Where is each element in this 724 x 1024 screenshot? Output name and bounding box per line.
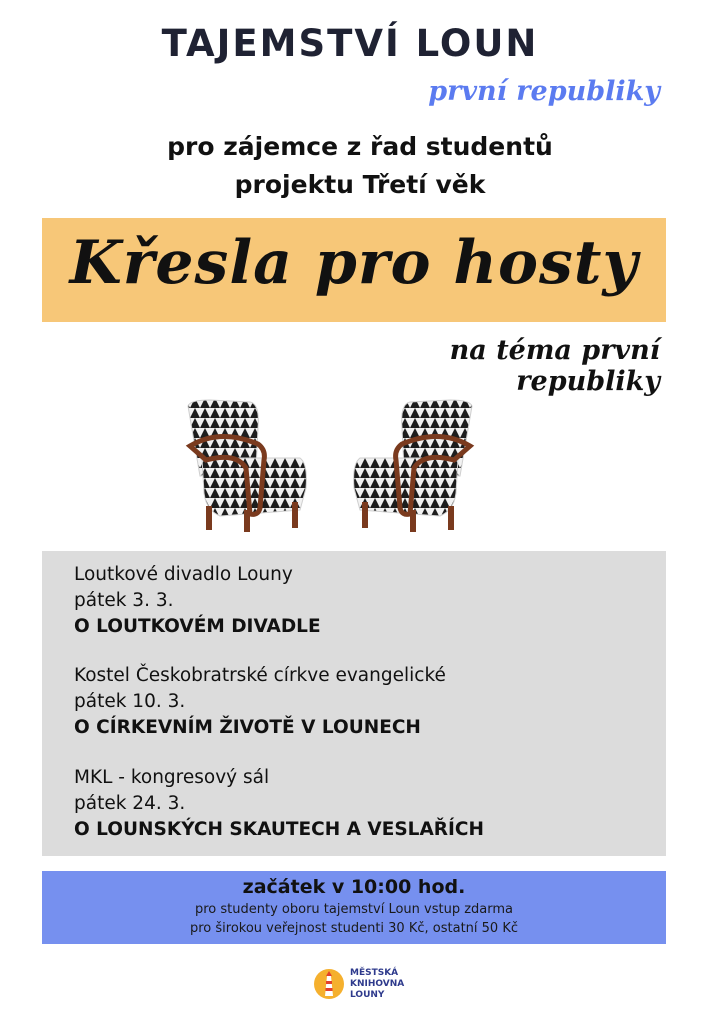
event-place: Kostel Českobratrské církve evangelické [74, 665, 446, 686]
poster-subtitle: první republiky [428, 76, 660, 107]
event-date: pátek 24. 3. [74, 793, 186, 814]
event-subject: O LOUTKOVÉM DIVADLE [74, 616, 321, 637]
event-date: pátek 3. 3. [74, 590, 174, 611]
armchair-left [188, 400, 306, 532]
event-item [74, 765, 654, 843]
library-name-line-2: KNIHOVNA [350, 979, 405, 989]
event-date: pátek 10. 3. [74, 691, 186, 712]
admission-note-1: pro studenty oboru tajemství Loun vstup zdarma [195, 902, 513, 917]
topic-text: na téma první republiky [449, 335, 660, 397]
audience-line-2: projektu Třetí věk [234, 170, 486, 199]
poster-title: TAJEMSTVÍ LOUN [161, 22, 539, 65]
event-item [74, 562, 654, 640]
start-time: začátek v 10:00 hod. [242, 876, 466, 898]
admission-note-2: pro širokou veřejnost studenti 30 Kč, ostatní 50 Kč [189, 921, 518, 936]
event-place: MKL - kongresový sál [74, 767, 270, 788]
armchair-right [354, 400, 472, 532]
library-name-line-3: LOUNY [350, 990, 385, 1000]
headline-text: Křesla pro hosty [69, 228, 639, 298]
library-name [350, 968, 404, 1001]
event-item [74, 663, 654, 741]
event-place: Loutkové divadlo Louny [74, 564, 293, 585]
event-subject: O LOUNSKÝCH SKAUTECH A VESLAŘÍCH [74, 819, 484, 840]
library-logo [314, 964, 424, 1006]
event-subject: O CÍRKEVNÍM ŽIVOTĚ V LOUNECH [74, 717, 421, 738]
lighthouse-logo-icon [314, 964, 344, 1004]
audience-text [60, 128, 660, 204]
armchairs-illustration [180, 398, 480, 538]
audience-line-1: pro zájemce z řad studentů [167, 132, 553, 161]
library-name-line-1: MĚSTSKÁ [350, 968, 399, 978]
